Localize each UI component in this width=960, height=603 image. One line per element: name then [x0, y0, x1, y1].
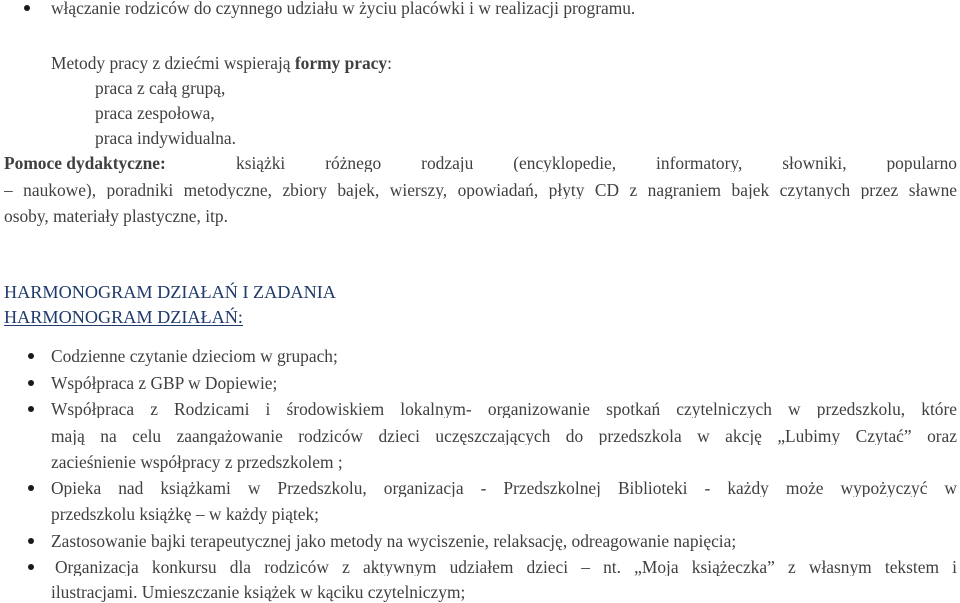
schedule-item-parents-l2: mają na celu zaangażowanie rodziców dzieci uczęszczających do przedszkola w akcję „Lubimy Czytać” oraz	[51, 428, 957, 446]
bullet-icon	[28, 353, 34, 359]
schedule-item-parents-l1: Współpraca z Rodzicami i środowiskiem lokalnym- organizowanie spotkań czytelniczych w przedszkolu, które	[51, 401, 957, 419]
method-item-group: praca z całą grupą,	[95, 78, 226, 98]
bullet-icon	[24, 5, 30, 11]
bullet-icon	[28, 485, 34, 491]
schedule-item-library: Współpraca z GBP w Dopiewie;	[51, 373, 278, 393]
schedule-item-contest-l1: Organizacja konkursu dla rodziców z aktywnym udziałem dzieci – nt. „Moja książeczka” z własnym tekstem i	[55, 559, 957, 577]
schedule-item-parents-l3: zacieśnienie współpracy z przedszkolem ;	[51, 452, 343, 472]
aids-line-2: – naukowe), poradniki metodyczne, zbiory bajek, wierszy, opowiadań, płyty CD z nagraniem bajek czytanych przez sławne	[4, 182, 957, 200]
method-item-individual: praca indywidualna.	[95, 128, 237, 148]
section-title: HARMONOGRAM DZIAŁAŃ I ZADANIA	[4, 282, 336, 302]
bullet-icon	[28, 538, 34, 544]
method-item-team: praca zespołowa,	[95, 103, 215, 123]
schedule-item-books-l2: przedszkolu książkę – w każdy piątek;	[51, 504, 320, 524]
aids-label: Pomoce dydaktyczne:	[4, 153, 166, 173]
bullet-icon	[28, 380, 34, 386]
list-item-parents: włączanie rodziców do czynnego udziału w życiu placówki i w realizacji programu.	[51, 0, 636, 18]
schedule-item-books-l1: Opieka nad książkami w Przedszkolu, organizacja - Przedszkolnej Biblioteki - każdy może wypożyczyć w	[51, 480, 957, 498]
methods-intro-bold: formy pracy	[294, 53, 388, 73]
aids-line-3: osoby, materiały plastyczne, itp.	[4, 206, 228, 226]
methods-intro-text: Metody pracy z dziećmi wspierają	[51, 53, 295, 73]
bullet-icon	[28, 406, 34, 412]
schedule-item-contest-l2: ilustracjami. Umieszczanie książek w kąciku czytelniczym;	[51, 582, 466, 602]
bullet-icon	[28, 564, 34, 570]
schedule-item-daily-reading: Codzienne czytanie dzieciom w grupach;	[51, 346, 338, 366]
section-subtitle: HARMONOGRAM DZIAŁAŃ:	[4, 307, 243, 327]
aids-line-1: książki różnego rodzaju (encyklopedie, informatory, słowniki, popularno	[236, 155, 957, 173]
methods-intro-colon: :	[387, 53, 392, 73]
methods-intro	[51, 55, 392, 72]
schedule-item-therapy: Zastosowanie bajki terapeutycznej jako metody na wyciszenie, relaksację, odreagowanie napięcia;	[51, 531, 737, 551]
